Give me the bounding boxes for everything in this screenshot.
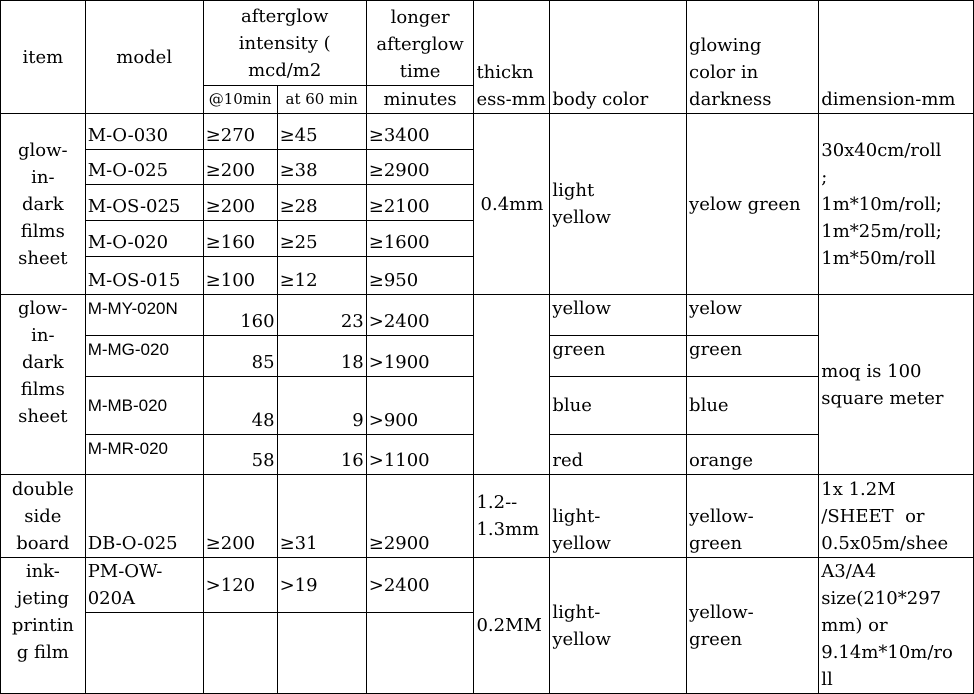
group1-dimension: 30x40cm/roll ; 1m*10m/roll; 1m*25m/roll; 1m*50m/roll — [819, 114, 974, 295]
group1-thickness: 0.4mm — [474, 114, 550, 295]
group3-item: double side board — [1, 475, 86, 558]
afterglow-time: >1100 — [366, 435, 474, 475]
table-row-model: DB-O-025 — [85, 475, 203, 558]
table-row-model: M-OS-015 — [85, 257, 203, 295]
glow-color: green — [687, 336, 819, 377]
header-glowing-color: glowing color in darkness — [687, 1, 819, 114]
header-minutes: minutes — [366, 86, 474, 114]
intensity-60min: ≥25 — [277, 221, 366, 257]
table-row-model: M-OS-025 — [85, 185, 203, 221]
intensity-10min: ≥200 — [203, 150, 277, 185]
intensity-10min: 85 — [203, 336, 277, 377]
afterglow-time: ≥2900 — [366, 150, 474, 185]
table-row-model: M-MY-020N — [85, 295, 203, 336]
table-row-model: PM-OW-020A — [85, 558, 203, 613]
intensity-10min: 48 — [203, 377, 277, 435]
body-color: yellow — [550, 295, 687, 336]
afterglow-time: ≥2100 — [366, 185, 474, 221]
header-thickness: thickn ess-mm — [474, 1, 550, 114]
afterglow-time: ≥1600 — [366, 221, 474, 257]
intensity-10min: ≥200 — [203, 185, 277, 221]
group4-thickness: 0.2MM — [474, 558, 550, 694]
intensity-10min: ≥200 — [203, 475, 277, 558]
intensity-60min: 9 — [277, 377, 366, 435]
header-at-10min: @10min — [203, 86, 277, 114]
body-color: red — [550, 435, 687, 475]
group4-dimension: A3/A4 size(210*297 mm) or 9.14m*10m/ro ll — [819, 558, 974, 694]
intensity-10min: 160 — [203, 295, 277, 336]
group3-dimension: 1x 1.2M /SHEET or 0.5x05m/shee — [819, 475, 974, 558]
intensity-10min: ≥270 — [203, 114, 277, 150]
intensity-60min: ≥31 — [277, 475, 366, 558]
table-row-model: M-O-030 — [85, 114, 203, 150]
intensity-10min: 58 — [203, 435, 277, 475]
afterglow-time: ≥950 — [366, 257, 474, 295]
afterglow-time: ≥3400 — [366, 114, 474, 150]
table-row-model: M-MB-020 — [85, 377, 203, 435]
header-longer-afterglow: longer afterglow time — [366, 1, 474, 86]
group2-item: glow- in- dark films sheet — [1, 295, 86, 475]
group4-body-color: light- yellow — [550, 558, 687, 694]
group2-dimension: moq is 100 square meter — [819, 295, 974, 475]
intensity-60min: 23 — [277, 295, 366, 336]
glow-color: blue — [687, 377, 819, 435]
afterglow-time: >2400 — [366, 295, 474, 336]
group3-thickness: 1.2-- 1.3mm — [474, 475, 550, 558]
group4-glow-color: yellow- green — [687, 558, 819, 694]
intensity-10min: >120 — [203, 558, 277, 613]
intensity-60min: >19 — [277, 558, 366, 613]
empty-cell — [85, 613, 203, 694]
group4-item: ink- jeting printin g film — [1, 558, 86, 694]
group1-body-color: light yellow — [550, 114, 687, 295]
group3-body-color: light- yellow — [550, 475, 687, 558]
table-row-model: M-O-020 — [85, 221, 203, 257]
glow-color: yelow — [687, 295, 819, 336]
afterglow-time: ≥2900 — [366, 475, 474, 558]
intensity-10min: ≥160 — [203, 221, 277, 257]
empty-cell — [277, 613, 366, 694]
body-color: blue — [550, 377, 687, 435]
afterglow-time: >2400 — [366, 558, 474, 613]
afterglow-time: >1900 — [366, 336, 474, 377]
afterglow-time: >900 — [366, 377, 474, 435]
intensity-60min: ≥45 — [277, 114, 366, 150]
empty-cell — [203, 613, 277, 694]
intensity-60min: ≥12 — [277, 257, 366, 295]
group1-glow-color: yelow green — [687, 114, 819, 295]
table-row-model: M-MR-020 — [85, 435, 203, 475]
intensity-10min: ≥100 — [203, 257, 277, 295]
header-at-60min: at 60 min — [277, 86, 366, 114]
body-color: green — [550, 336, 687, 377]
header-dimension: dimension-mm — [819, 1, 974, 114]
header-model: model — [85, 1, 203, 114]
header-item: item — [1, 1, 86, 114]
intensity-60min: ≥38 — [277, 150, 366, 185]
group2-thickness-empty — [474, 295, 550, 475]
header-body-color: body color — [550, 1, 687, 114]
header-afterglow-intensity: afterglow intensity ( mcd/m2 — [203, 1, 366, 86]
intensity-60min: 16 — [277, 435, 366, 475]
group1-item: glow- in- dark films sheet — [1, 114, 86, 295]
intensity-60min: 18 — [277, 336, 366, 377]
table-row-model: M-MG-020 — [85, 336, 203, 377]
glow-color: orange — [687, 435, 819, 475]
group3-glow-color: yellow- green — [687, 475, 819, 558]
intensity-60min: ≥28 — [277, 185, 366, 221]
table-row-model: M-O-025 — [85, 150, 203, 185]
empty-cell — [366, 613, 474, 694]
